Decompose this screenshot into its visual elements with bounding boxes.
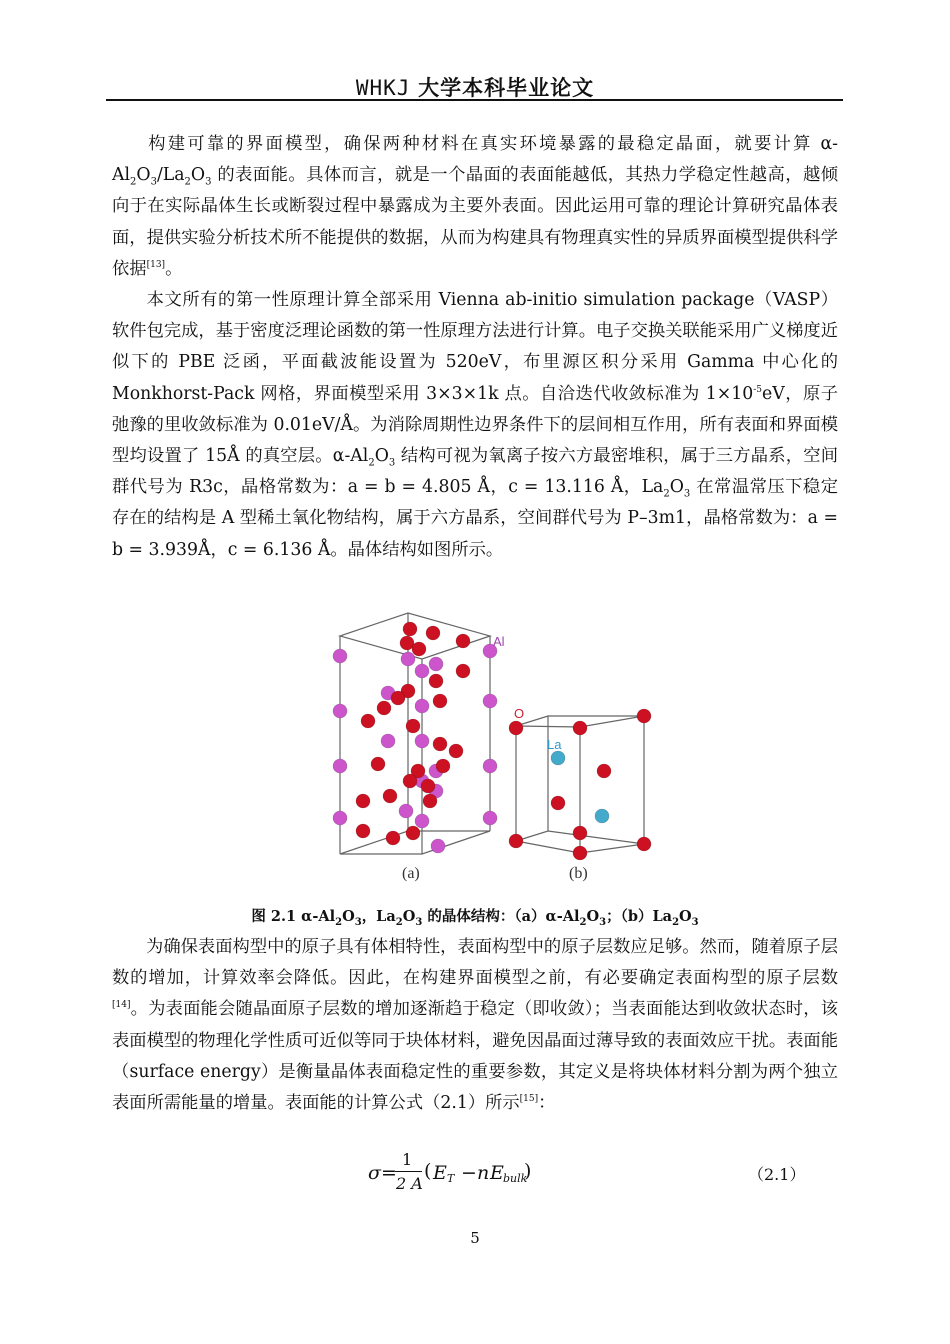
aluminum-atom: [333, 811, 347, 825]
header-title: 大学本科毕业论文: [418, 76, 595, 100]
oxygen-atom: [456, 664, 470, 678]
oxygen-atom: [377, 701, 391, 715]
oxygen-atom: [383, 789, 397, 803]
oxygen-atom: [551, 796, 565, 810]
aluminum-atom: [333, 704, 347, 718]
oxygen-atom: [403, 774, 417, 788]
oxygen-atom: [412, 642, 426, 656]
oxygen-atom: [426, 626, 440, 640]
label-o: O: [514, 706, 525, 721]
oxygen-atom: [386, 831, 400, 845]
oxygen-atom: [597, 764, 611, 778]
paragraph-1: 构建可靠的界面模型，确保两种材料在真实环境暴露的最稳定晶面，就要计算 $\alpha-Al_2O_3/La_2O_3$ 的表面能。具体而言，就是一个晶面的表面能越低，其热力学稳定性越高，越倾向于在实际晶体生长或断裂过程中暴露成为主要外表面。因此运用可靠的理论计算研究晶体表面，提供实验分析技术所不能提供的数据，从而为构建具有物理真实性的异质界面模型提供科学依据[13]。: [112, 134, 838, 279]
aluminum-atom: [415, 664, 429, 678]
aluminum-atom: [381, 734, 395, 748]
aluminum-atom: [483, 694, 497, 708]
aluminum-atom: [333, 759, 347, 773]
oxygen-atom: [433, 737, 447, 751]
lanthanum-atom: [551, 751, 565, 765]
oxygen-atom: [406, 826, 420, 840]
aluminum-atom: [401, 652, 415, 666]
oxygen-atom: [456, 634, 470, 648]
oxygen-atom: [637, 837, 651, 851]
oxygen-atom: [573, 846, 587, 860]
aluminum-atom: [483, 811, 497, 825]
aluminum-atom: [415, 814, 429, 828]
oxygen-atom: [509, 834, 523, 848]
aluminum-atom: [399, 804, 413, 818]
lanthanum-atom: [595, 809, 609, 823]
label-la: La: [547, 737, 562, 752]
oxygen-atom: [361, 714, 375, 728]
oxygen-atom: [356, 824, 370, 838]
oxygen-atom: [403, 622, 417, 636]
oxygen-atom: [433, 694, 447, 708]
paragraph-3: 为确保表面构型中的原子具有体相特性，表面构型中的原子层数应足够。然而，随着原子层数的增加，计算效率会降低。因此，在构建界面模型之前，有必要确定表面构型的原子层数[14]。为表面能会随晶面原子层数的增加逐渐趋于稳定（即收敛）；当表面能达到收敛状态时，该表面模型的物理化学性质可近似等同于块体材料，避免因晶面过薄导致的表面效应干扰。表面能（surface energy）是衡量晶体表面稳定性的重要参数，其定义是将块体材料分割为两个独立表面所需能量的增量。表面能的计算公式（2.1）所示[15]：: [112, 937, 838, 1114]
oxygen-atom: [356, 794, 370, 808]
label-b: (b): [569, 865, 588, 882]
label-a: (a): [402, 865, 420, 882]
crystal-structure-figure: [318, 596, 658, 896]
oxygen-atom: [371, 757, 385, 771]
oxygen-atom: [429, 674, 443, 688]
citation-13: [13]: [146, 260, 166, 271]
oxygen-atom: [436, 759, 450, 773]
aluminum-atom: [333, 649, 347, 663]
page-number: 5: [470, 1229, 480, 1247]
aluminum-atom: [415, 734, 429, 748]
atoms-group: [333, 622, 651, 860]
aluminum-atom: [483, 759, 497, 773]
aluminum-atom: [429, 657, 443, 671]
figure-caption: 图 2.1 $\alpha-Al_2O_3$，$La_2O_3$ 的晶体结构：$(a)\alpha-Al_2O_3$；$(b)La_2O_3$: [251, 908, 699, 928]
oxygen-atom: [573, 826, 587, 840]
paragraph-2: 本文所有的第一性原理计算全部采用 Vienna ab-initio simulation package（VASP）软件包完成，基于密度泛理论函数的第一性原理方法进行计算。电子交换关联能采用广义梯度近似下的 PBE 泛函，平面截波能设置为 520eV，布里源区积分采用 Gamma 中心化的 Monkhorst-Pack 网格，界面模型采用 3×3×1k 点。自洽迭代收敛标准为 $1\times 10^{-5}eV$，原子弛豫的里收敛标准为 0.01eV/Å。为消除周期性边界条件下的层间相互作用，所有表面和界面模型均设置了 15Å 的真空层。$\alpha-Al_2O_3$ 结构可视为氧离子按六方最密堆积，属于三方晶系，空间群代号为 R3c，晶格常数为：a = b = 4.805 Å，c = 13.116 Å，$La_2O_3$ 在常温常压下稳定存在的结构是 A 型稀土氧化物结构，属于六方晶系，空间群代号为 P–3m1，晶格常数为：a = b = 3.939Å，c = 6.136 Å。晶体结构如图所示。: [112, 290, 838, 560]
header-rule: [106, 99, 843, 101]
aluminum-atom: [431, 839, 445, 853]
oxygen-atom: [391, 691, 405, 705]
page-header: [0, 72, 950, 102]
header-school: WHKJ: [355, 76, 411, 100]
oxygen-atom: [449, 744, 463, 758]
aluminum-atom: [415, 699, 429, 713]
oxygen-atom: [421, 779, 435, 793]
citation-15: [15]: [519, 1094, 539, 1105]
oxygen-atom: [573, 721, 587, 735]
oxygen-atom: [509, 721, 523, 735]
oxygen-atom: [637, 709, 651, 723]
oxygen-atom: [423, 794, 437, 808]
equation-number: （2.1）: [748, 1165, 806, 1184]
citation-14: [14]: [112, 1000, 131, 1011]
label-al: Al: [493, 634, 505, 649]
oxygen-atom: [406, 719, 420, 733]
